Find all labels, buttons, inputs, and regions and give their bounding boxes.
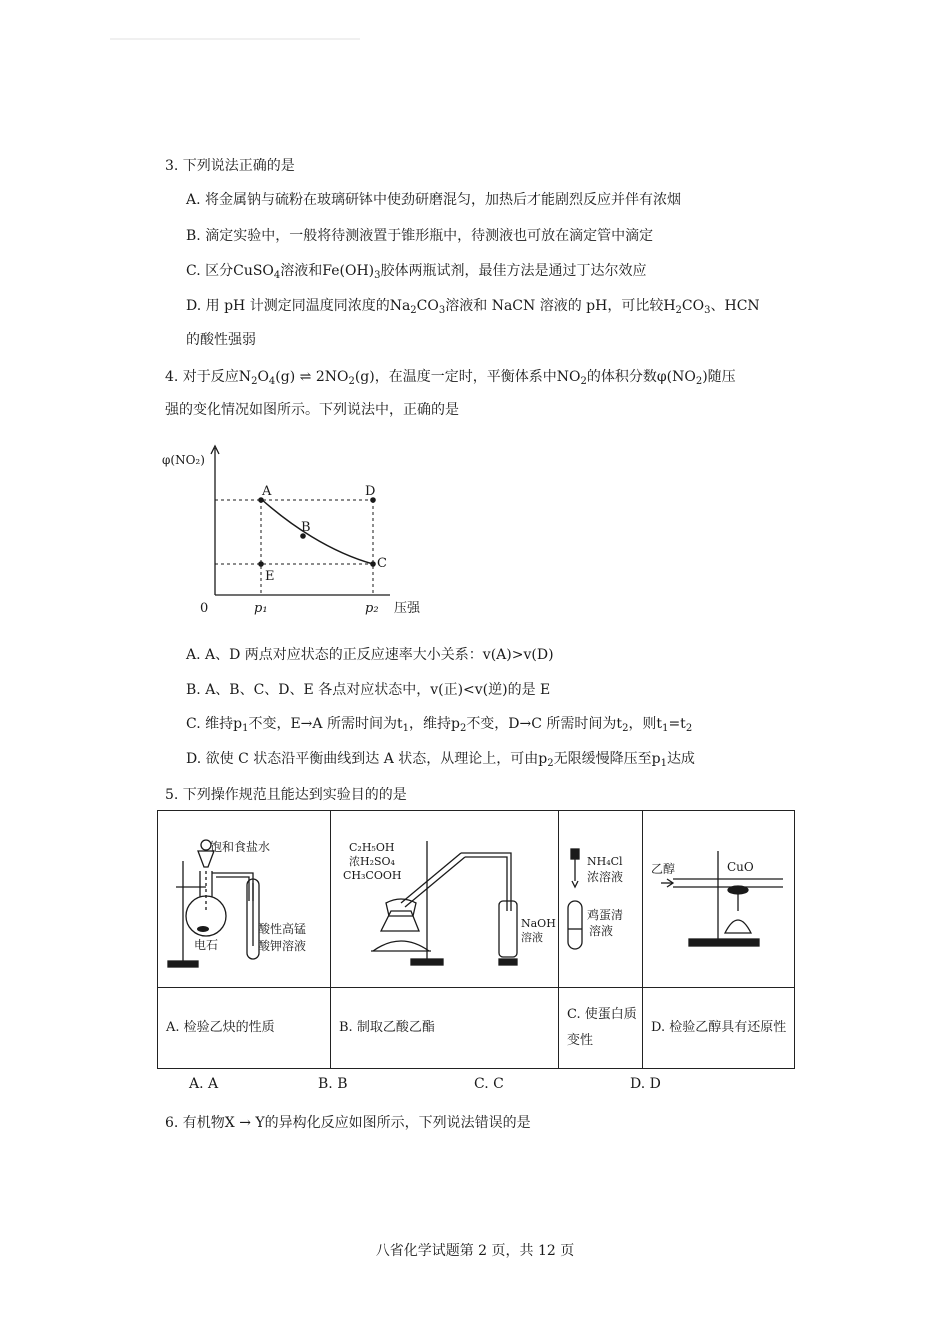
q4-stem-line1: 4. 对于反应$N_2O_4(g)$ ⇌ $2NO_2(g)$，在温度一定时，平衡体系中$NO_2$的体积分数$\varphi(NO_2)$随压 [165, 369, 736, 387]
tick-p1: p₁ [254, 601, 268, 616]
q4-graph [160, 440, 440, 625]
q3-stem: 3. 下列说法正确的是 [165, 158, 295, 174]
q3-option-d-continued: 的酸性强弱 [186, 332, 256, 348]
label-acetic-acid: CH₃COOH [343, 869, 402, 882]
q5-choice-a: A. A [189, 1076, 219, 1092]
label-cuo: CuO [727, 860, 754, 874]
apparatus-d-cell [643, 811, 795, 988]
x-axis-label: 压强 [394, 601, 421, 616]
label-calcium-carbide: 电石 [194, 938, 219, 952]
scan-artifact-line [110, 38, 360, 40]
tick-p2: p₂ [365, 601, 379, 616]
label-kmno4-2: 酸钾溶液 [258, 939, 307, 953]
q3-option-a: A. 将金属钠与硫粉在玻璃研钵中使劲研磨混匀，加热后才能剧烈反应并伴有浓烟 [186, 192, 682, 208]
label-naoh-solution: 溶液 [521, 931, 543, 944]
point-e [258, 561, 264, 567]
y-axis-label: φ(NO₂) [162, 453, 205, 467]
label-saturated-brine: 饱和食盐水 [210, 840, 271, 854]
label-ethanol-inlet: 乙醇 [651, 862, 676, 876]
label-nh4cl: NH₄Cl [587, 855, 623, 868]
apparatus-b-cell [331, 811, 559, 988]
label-egg-solution: 溶液 [589, 924, 614, 938]
label-kmno4-1: 酸性高锰 [258, 922, 307, 936]
label-ethanol: C₂H₅OH [349, 841, 395, 854]
point-c [370, 561, 376, 567]
ethyl-acetate-apparatus-image [331, 811, 558, 987]
caption-d: D. 检验乙醇具有还原性 [643, 988, 795, 1069]
q5-choice-b: B. B [318, 1076, 348, 1092]
apparatus-a-cell [158, 811, 331, 988]
label-d: D [365, 484, 376, 499]
label-concentrated: 浓溶液 [587, 870, 624, 884]
label-e: E [265, 569, 275, 584]
q5-choice-c: C. C [474, 1076, 504, 1092]
q5-choice-d: D. D [630, 1076, 661, 1092]
acetylene-apparatus-image [158, 811, 330, 987]
label-egg-white: 鸡蛋清 [587, 908, 624, 922]
label-sulfuric-acid: 浓H₂SO₄ [349, 855, 395, 868]
origin-label: 0 [200, 601, 209, 616]
q3-option-c: C. 区分CuSO$_4$溶液和$Fe(OH)_3$胶体两瓶试剂，最佳方法是通过丁达尔效应 [186, 263, 647, 281]
ethanol-oxidation-apparatus-image [643, 811, 794, 987]
q3-option-b: B. 滴定实验中，一般将待测液置于锥形瓶中，待测液也可放在滴定管中滴定 [186, 228, 654, 244]
label-a: A [262, 484, 272, 499]
q6-stem: 6. 有机物X → Y的异构化反应如图所示，下列说法错误的是 [165, 1115, 531, 1131]
q4-stem-line2: 强的变化情况如图所示。下列说法中，正确的是 [165, 402, 459, 418]
protein-apparatus-image [559, 811, 642, 987]
label-naoh: NaOH [521, 917, 556, 930]
caption-a: A. 检验乙炔的性质 [158, 988, 331, 1069]
q4-option-c: C. 维持$p_1$不变，E→A 所需时间为$t_1$，维持$p_2$不变，D→C 所需时间为$t_2$，则$t_1=t_2$ [186, 716, 693, 734]
q4-option-b: B. A、B、C、D、E 各点对应状态中，v(正)<v(逆)的是 E [186, 682, 551, 698]
page-footer: 八省化学试题第 2 页，共 12 页 [375, 1243, 575, 1259]
label-c: C [377, 556, 387, 571]
apparatus-c-cell [559, 811, 643, 988]
q5-stem: 5. 下列操作规范且能达到实验目的的是 [165, 787, 407, 803]
q4-option-d: D. 欲使 C 状态沿平衡曲线到达 A 状态，从理论上，可由$p_2$无限缓慢降压至$p_1$达成 [186, 751, 695, 769]
q4-option-a: A. A、D 两点对应状态的正反应速率大小关系：v(A)>v(D) [186, 647, 554, 663]
caption-b: B. 制取乙酸乙酯 [331, 988, 559, 1069]
label-b: B [301, 520, 311, 535]
q5-experiment-table [157, 810, 795, 1069]
equilibrium-curve [260, 498, 373, 564]
q3-option-d: D. 用 pH 计测定同温度同浓度的$Na_2CO_3$溶液和 NaCN 溶液的 pH，可比较$H_2CO_3$、HCN [186, 298, 760, 316]
caption-c: C. 使蛋白质变性 [559, 988, 643, 1069]
